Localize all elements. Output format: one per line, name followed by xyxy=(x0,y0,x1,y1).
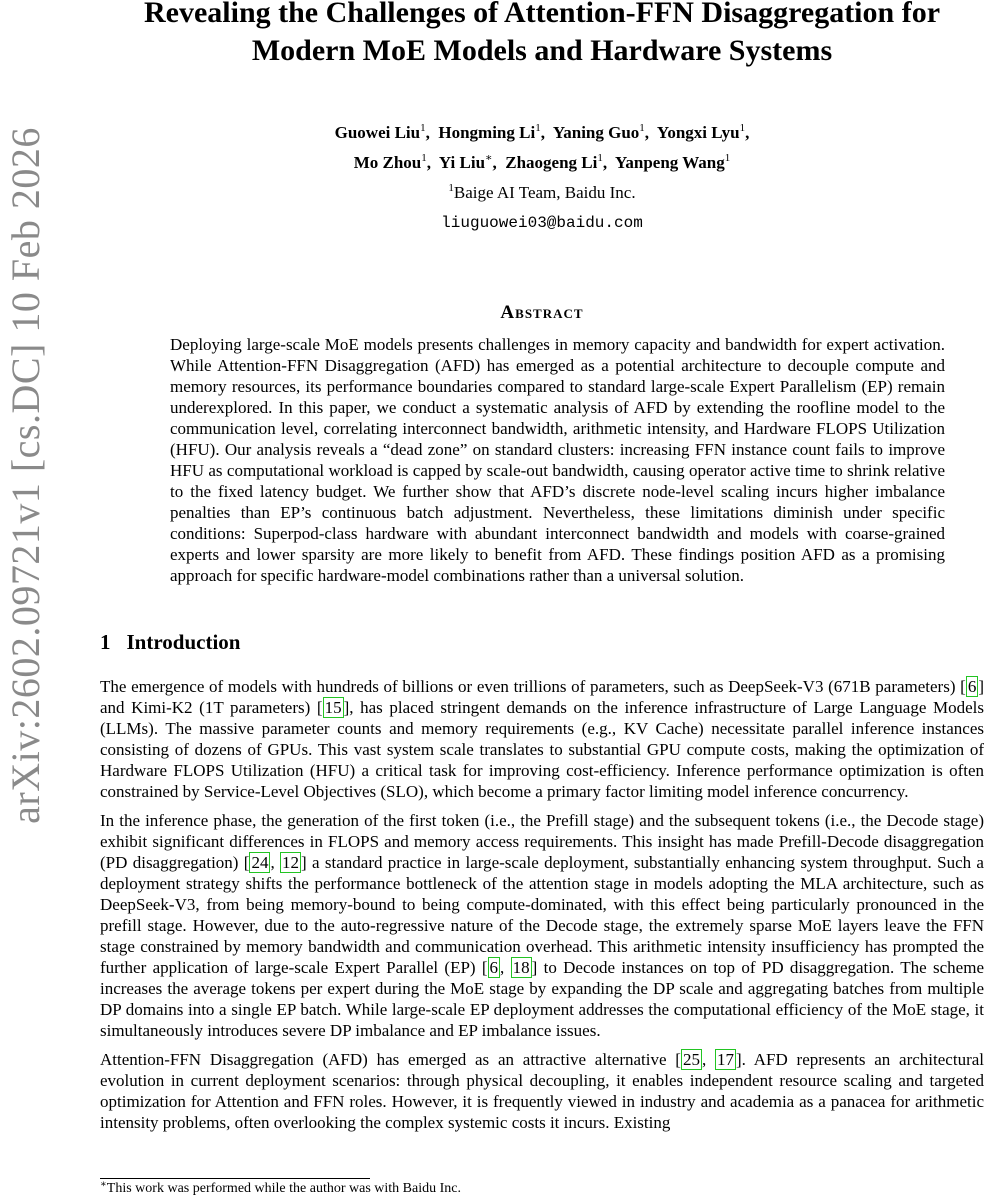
author-name: Yaning Guo xyxy=(552,123,640,142)
citation-link[interactable]: 18 xyxy=(512,958,530,977)
author-block xyxy=(100,118,984,238)
text-run: ] to Decode instances on top of PD disaggregation. The scheme increases the average tokens per expert during the MoE stage by expanding the DP scale and aggregating batches from multiple DP domains into a single EP batch. While large-scale EP deployment addresses the computational efficiency of the MoE stage, it simultaneously introduces severe DP imbalance and EP imbalance issues. xyxy=(100,958,984,1040)
author-name: Guowei Liu xyxy=(334,123,421,142)
author-mark: 1 xyxy=(421,152,427,164)
author-mark: 1 xyxy=(639,122,645,134)
affiliation xyxy=(100,178,984,208)
author-mark: 1 xyxy=(535,122,541,134)
citation-link[interactable]: 12 xyxy=(282,853,300,872)
citation-link[interactable]: 25 xyxy=(682,1050,700,1069)
section-number: 1 xyxy=(100,630,111,654)
author-name: Hongming Li xyxy=(438,123,536,142)
citation-link[interactable]: 24 xyxy=(251,853,269,872)
abstract-heading: Abstract xyxy=(500,302,584,323)
text-run: ] a standard practice in large-scale deployment, substantially enhancing system throughput. Such a deployment strategy shifts the performance bottleneck of the attention stage in models adopting the MLA architecture, such as DeepSeek-V3, from being memory-bound to being compute-dominated, with this effect being particularly pronounced in the prefill stage. However, due to the auto-regressive nature of the Decode stage, the extremely sparse MoE layers leave the FFN stage constrained by memory bandwidth and communication overhead. This arithmetic intensity insufficiency has prompted the further application of large-scale Expert Parallel (EP) [ xyxy=(100,853,984,977)
footnote xyxy=(100,1178,461,1197)
author-line-1: Guowei Liu$^1$, Hongming Li$^1$, Yaning Guo$^1$, Yongxi Lyu$^1$, xyxy=(334,122,750,142)
abstract-text: Deploying large-scale MoE models presents challenges in memory capacity and bandwidth for expert activation. While Attention-FFN Disaggregation (AFD) has emerged as a potential architecture to decouple compute and memory resources, its performance boundaries compared to standard large-scale Expert Parallelism (EP) remain underexplored. In this paper, we conduct a systematic analysis of AFD by extending the roofline model to the communication level, correlating interconnect bandwidth, arithmetic intensity, and Hardware FLOPS Utilization (HFU). Our analysis reveals a “dead zone” on standard clusters: increasing FFN instance count fails to improve HFU as computational workload is capped by scale-out bandwidth, causing operator active time to shrink relative to the fixed latency budget. We further show that AFD’s discrete node-level scaling incurs higher imbalance penalties than EP’s continuous batch adjustment. Nevertheless, these limitations diminish under specific conditions: Superpod-class hardware with abundant interconnect bandwidth and models with coarse-grained experts and lower sparsity are more likely to benefit from AFD. These findings position AFD as a promising approach for specific hardware-model combinations rather than a universal solution. xyxy=(170,335,945,585)
affiliation-text: Baige AI Team, Baidu Inc. xyxy=(453,183,636,202)
author-mark: 1 xyxy=(597,152,603,164)
footnote-mark: ∗ xyxy=(100,1179,107,1190)
author-email: liuguowei03@baidu.com xyxy=(441,214,643,232)
author-name: Mo Zhou xyxy=(353,153,422,172)
author-name: Yanpeng Wang xyxy=(615,153,725,172)
section-body xyxy=(100,676,984,1141)
author-mark: 1 xyxy=(420,122,426,134)
author-line-2: Mo Zhou$^1$, Yi Liu∗, Zhaogeng Li$^1$, Yanpeng Wang$^1$ xyxy=(353,152,731,172)
affiliation-mark: 1 xyxy=(448,182,454,194)
paragraph-2 xyxy=(100,810,984,1041)
title-line-2: Modern MoE Models and Hardware Systems xyxy=(251,34,833,67)
author-mark: ∗ xyxy=(485,152,493,164)
text-run: ]. AFD represents an architectural evolution in current deployment scenarios: through physical decoupling, it enables independent resource scaling and targeted optimization for Attention and FFN roles. However, it is frequently viewed in industry and academia as a panacea for arithmetic intensity problems, often overlooking the complex systemic costs it incurs. Existing xyxy=(100,1050,984,1132)
text-run: The emergence of models with hundreds of billions or even trillions of parameters, such as DeepSeek-V3 (671B parameters) [ xyxy=(100,677,966,696)
text-run: , xyxy=(701,1050,715,1069)
citation-link[interactable]: 6 xyxy=(967,677,977,696)
text-run: ] and Kimi-K2 (1T parameters) [ xyxy=(100,677,984,717)
section-title: Introduction xyxy=(126,630,241,654)
arxiv-identifier-text: arXiv:2602.09721v1 [cs.DC] 10 Feb 2026 xyxy=(2,126,48,824)
author-name: Zhaogeng Li xyxy=(505,153,598,172)
text-run: , xyxy=(500,958,511,977)
title-line-1: Revealing the Challenges of Attention-FFN Disaggregation for xyxy=(143,0,941,29)
section-heading xyxy=(100,630,240,655)
author-name: Yi Liu xyxy=(438,153,486,172)
citation-link[interactable]: 15 xyxy=(324,698,342,717)
author-mark: 1 xyxy=(724,152,731,164)
citation-link[interactable]: 17 xyxy=(717,1050,734,1069)
arxiv-identifier xyxy=(0,0,50,950)
paragraph-3 xyxy=(100,1049,984,1133)
citation-link[interactable]: 6 xyxy=(489,958,499,977)
text-run: , xyxy=(270,853,281,872)
text-run: ], has placed stringent demands on the inference infrastructure of Large Language Models (LLMs). The massive parameter counts and memory requirements (e.g., KV Cache) necessitate parallel inference instances consisting of dozens of GPUs. This vast system scale translates to substantial GPU compute costs, making the optimization of Hardware FLOPS Utilization (HFU) a critical task for improving cost-efficiency. Inference performance optimization is often constrained by Service-Level Objectives (SLO), which become a primary factor limiting model inference concurrency. xyxy=(100,698,984,801)
paper-title xyxy=(100,0,984,70)
text-run: Attention-FFN Disaggregation (AFD) has emerged as an attractive alternative [ xyxy=(100,1050,681,1069)
paragraph-1 xyxy=(100,676,984,802)
footnote-text: This work was performed while the author was with Baidu Inc. xyxy=(106,1181,461,1196)
text-run: In the inference phase, the generation of the first token (i.e., the Prefill stage) and the subsequent tokens (i.e., the Decode stage) exhibit significant differences in FLOPS and memory access requirements. This insight has made Prefill-Decode disaggregation (PD disaggregation) [ xyxy=(100,811,984,872)
author-mark: 1 xyxy=(739,122,746,134)
author-name: Yongxi Lyu xyxy=(656,123,740,142)
